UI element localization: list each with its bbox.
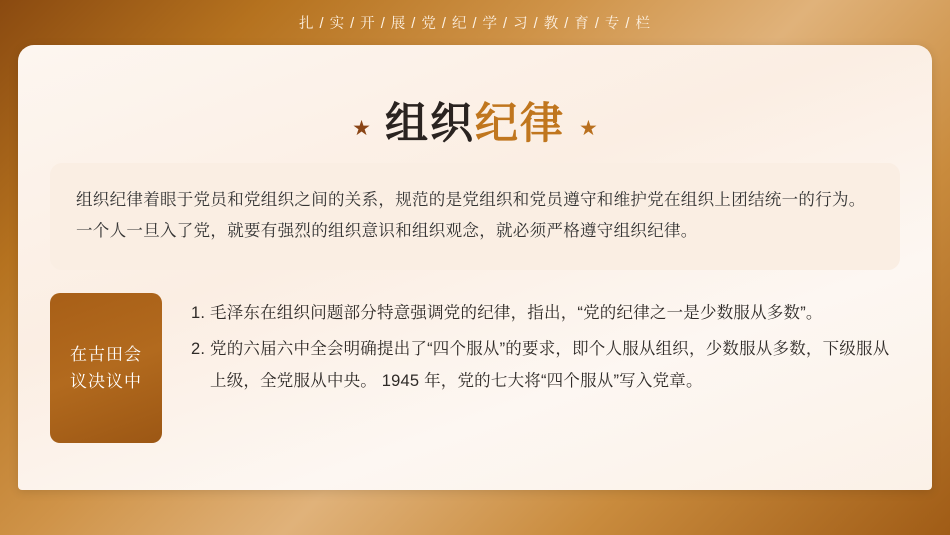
content-panel (18, 45, 932, 490)
list-item: 1. 毛泽东在组织问题部分特意强调党的纪律，指出，“党的纪律之一是少数服从多数”。 (210, 297, 900, 329)
title-main-part: 组织 (385, 100, 475, 148)
body-row (50, 293, 900, 443)
intro-paragraph: 组织纪律着眼于党员和党组织之间的关系，规范的是党组织和党员遵守和维护党在组织上团结统一的行为。一个人一旦入了党，就要有强烈的组织意识和组织观念，就必须严格遵守组织纪律。 (76, 191, 866, 240)
ribbon-text: 扎 / 实 / 开 / 展 / 党 / 纪 / 学 / 习 / 教 / 育 / 专 / 栏 (299, 16, 651, 32)
top-ribbon (0, 0, 950, 45)
bottom-bar (0, 490, 950, 535)
star-icon-right: ★ (579, 117, 598, 140)
page-title (18, 100, 932, 148)
source-tag: 在古田会议决议中 (50, 293, 162, 443)
intro-box (50, 163, 900, 270)
star-icon-left: ★ (352, 117, 371, 140)
points-list (184, 293, 900, 402)
list-item: 2. 党的六届六中全会明确提出了“四个服从”的要求，即个人服从组织，少数服从多数，下级服从上级，全党服从中央。 1945 年，党的七大将“四个服从”写入党章。 (210, 333, 900, 397)
title-text (385, 100, 565, 148)
title-accent-part: 纪律 (475, 100, 565, 148)
